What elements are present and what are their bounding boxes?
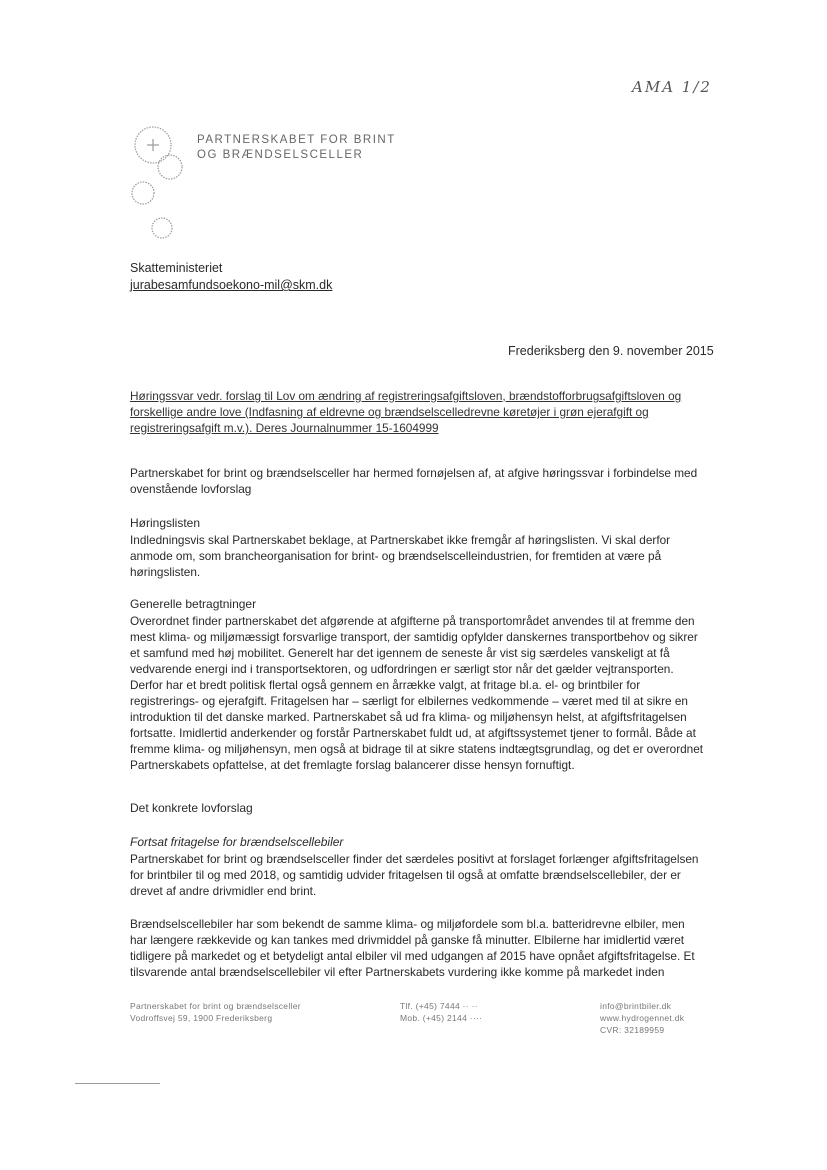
footer-address-line2: Vodroffsvej 59, 1900 Frederiksberg (130, 1013, 273, 1023)
section-heading-konkrete: Det konkrete lovforslag (130, 801, 253, 815)
recipient-name: Skatteministeriet (130, 261, 223, 275)
footer-contact (600, 1000, 684, 1036)
partnership-logo-icon (126, 122, 196, 252)
intro-paragraph: Partnerskabet for brint og brændselsceller har hermed fornøjelsen af, at afgive høringssvar i forbindelse med ovenstående lovforslag (130, 466, 698, 496)
handwritten-note: AMA 1/2 (632, 78, 712, 96)
org-name-line1: PARTNERSKABET FOR BRINT (197, 134, 396, 146)
footer-address-line1: Partnerskabet for brint og brændselsceller (130, 1001, 301, 1011)
letter-subject: Høringssvar vedr. forslag til Lov om ændring af registreringsafgiftsloven, brændstofforbrugsafgiftsloven og forskellige andre love (Indfasning af eldrevne og brændselscelledrevne køretøjer i grøn ejerafgift og registreringsafgift m.v.). Deres Journalnummer 15-1604999 (130, 389, 682, 435)
section-heading-fritagelse: Fortsat fritagelse for brændselscellebiler (130, 835, 344, 849)
footer-email[interactable]: info@brintbiler.dk (600, 1001, 672, 1011)
footer-cvr: CVR: 32189959 (600, 1025, 665, 1035)
footer-address (130, 1000, 301, 1024)
footer-phone-line1: Tlf. (+45) 7444 ·· ·· (400, 1001, 478, 1011)
section-text-fritagelse: Partnerskabet for brint og brændselsceller finder det særdeles positivt at forslaget forlænger afgiftsfritagelsen for brintbiler til og med 2018, og samtidig udvider fritagelsen til også at omfatte brændselscellebiler, der er drevet af andre drivmidler end brint. (130, 852, 699, 898)
recipient-block (130, 260, 332, 294)
letter-date: Frederiksberg den 9. november 2015 (508, 344, 714, 358)
section-text-generelle: Overordnet finder partnerskabet det afgørende at afgifterne på transportområdet anvendes til at fremme den mest klima- og miljømæssigt forsvarlige transport, der samtidig opfylder danskernes transportbehov og sikrer et samfund med høj mobilitet. Generelt har det igennem de seneste år vist sig særdeles vanskeligt at få vedvarende energi ind i transportsektoren, og udfordringen er særligt stor når det gælder vejtransporten. Derfor har et bredt politisk flertal også gennem en årrække valgt, at fritage bl.a. el- og brintbiler for registrerings- og ejerafgift. Fritagelsen har – særligt for elbilernes vedkommende – været med til at sikre en introduktion til det danske marked. Partnerskabet så ud fra klima- og miljøhensyn helst, at afgiftsfritagelsen fortsatte. Imidlertid anderkender og forstår Partnerskabet fuldt ud, at afgiftssystemet tjener to formål. Både at fremme klima- og miljøhensyn, men også at bidrage til at sikre statens indtægtsgrundlag, og det er overordnet Partnerskabets opfattelse, at det fremlagte forslag balancerer disse hensyn fornuftigt. (130, 614, 704, 772)
section-heading-hoeringslisten: Høringslisten (130, 516, 201, 530)
footer-phone (400, 1000, 482, 1024)
footer-website[interactable]: www.hydrogennet.dk (600, 1013, 685, 1023)
bottom-divider (75, 1083, 160, 1084)
org-name-line2: OG BRÆNDSELSCELLER (197, 149, 364, 161)
footer-phone-line2: Mob. (+45) 2144 ···· (400, 1013, 483, 1023)
section-text-hoeringslisten: Indledningsvis skal Partnerskabet beklage, at Partnerskabet ikke fremgår af høringslisten. Vi skal derfor anmode om, som brancheorganisation for brint- og brændselscelleindustrien, for fremtiden at være på høringslisten. (130, 533, 671, 579)
section-text-paragraph2: Brændselscellebiler har som bekendt de samme klima- og miljøfordele som bl.a. batteridrevne elbiler, men har længere rækkevide og kan tankes med drivmiddel på ganske få minutter. Elbilerne har imidlertid været tidligere på markedet og et betydeligt antal elbiler vil med udgangen af 2015 have opnået afgiftsfritagelse. Et tilsvarende antal brændselscellebiler vil efter Partnerskabets vurdering ikke komme på markedet inden (130, 917, 695, 979)
organization-name (197, 133, 396, 163)
section-heading-generelle: Generelle betragtninger (130, 597, 257, 611)
recipient-email-link[interactable]: jurabesamfundsoekono-mil@skm.dk (130, 278, 333, 292)
